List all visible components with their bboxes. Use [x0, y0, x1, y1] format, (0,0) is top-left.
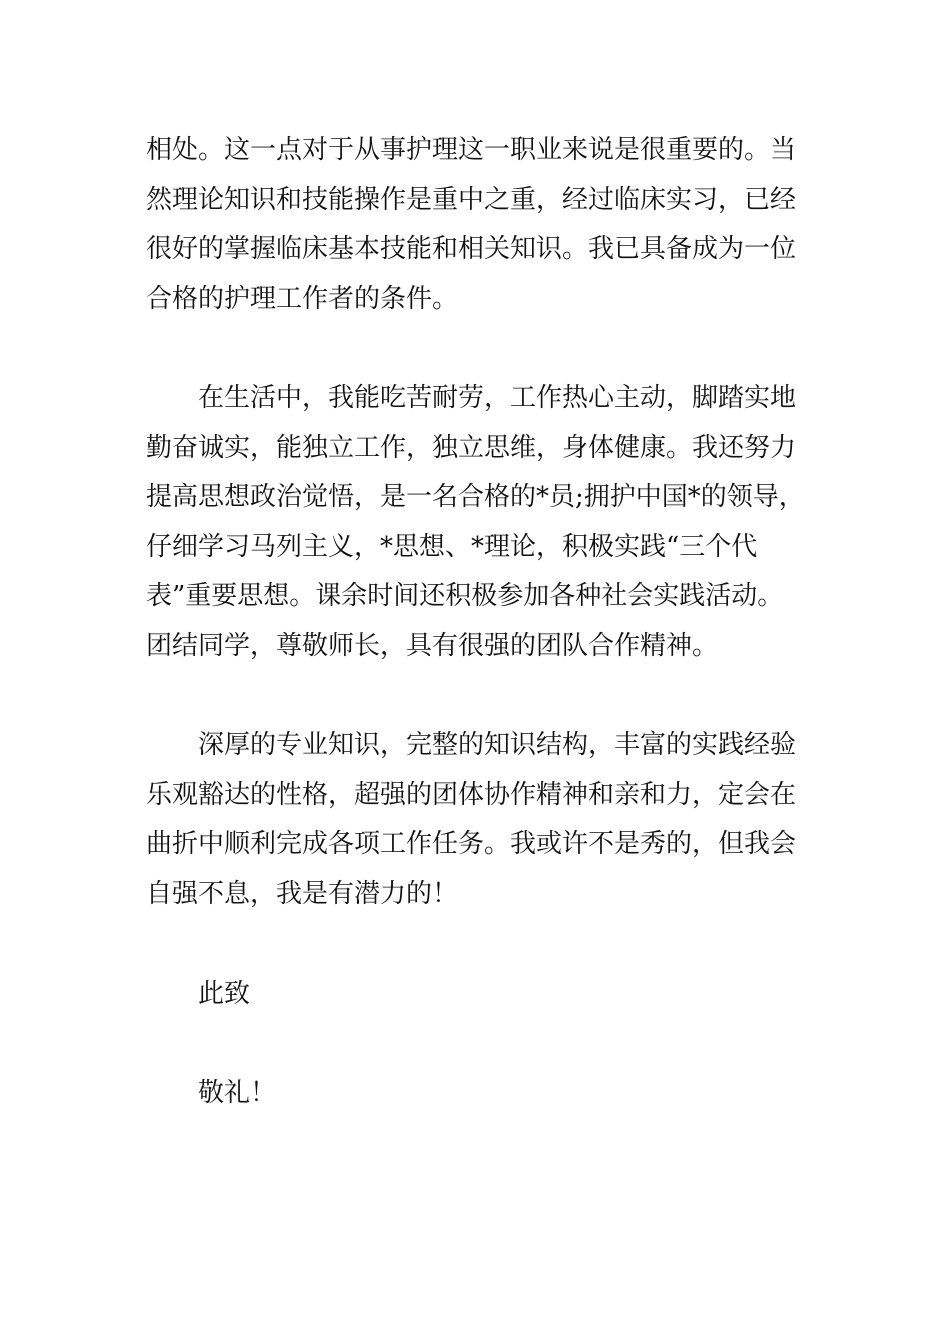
paragraph-3-line-3: 曲折中顺利完成各项工作任务。我或许不是秀的，但我会 — [146, 829, 797, 859]
paragraph-3-line-4: 自强不息，我是有潜力的！ — [146, 879, 459, 909]
paragraph-1-line-1: 相处。这一点对于从事护理这一职业来说是很重要的。当 — [146, 135, 797, 165]
paragraph-3-line-2: 乐观豁达的性格，超强的团体协作精神和亲和力，定会在 — [146, 780, 797, 810]
paragraph-2-line-5: 表”重要思想。课余时间还积极参加各种社会实践活动。 — [146, 581, 784, 611]
paragraph-3-line-1: 深厚的专业知识，完整的知识结构，丰富的实践经验 — [198, 730, 797, 760]
paragraph-2-line-6: 团结同学，尊敬师长，具有很强的团队合作精神。 — [146, 631, 719, 661]
paragraph-2-line-4: 仔细学习马列主义，*思想、*理论，积极实践“三个代 — [146, 532, 758, 562]
letter-salutation: 敬礼！ — [198, 1078, 277, 1108]
paragraph-2-line-3: 提高思想政治觉悟，是一名合格的*员;拥护中国*的领导， — [146, 482, 805, 512]
paragraph-1-line-2: 然理论知识和技能操作是重中之重，经过临床实习，已经 — [146, 185, 797, 215]
paragraph-1-line-3: 很好的掌握临床基本技能和相关知识。我已具备成为一位 — [146, 234, 797, 264]
paragraph-1-line-4: 合格的护理工作者的条件。 — [146, 284, 459, 314]
paragraph-2-line-1: 在生活中，我能吃苦耐劳，工作热心主动，脚踏实地 — [198, 383, 797, 413]
paragraph-2-line-2: 勤奋诚实，能独立工作，独立思维，身体健康。我还努力 — [146, 433, 797, 463]
letter-closing: 此致 — [198, 979, 251, 1009]
